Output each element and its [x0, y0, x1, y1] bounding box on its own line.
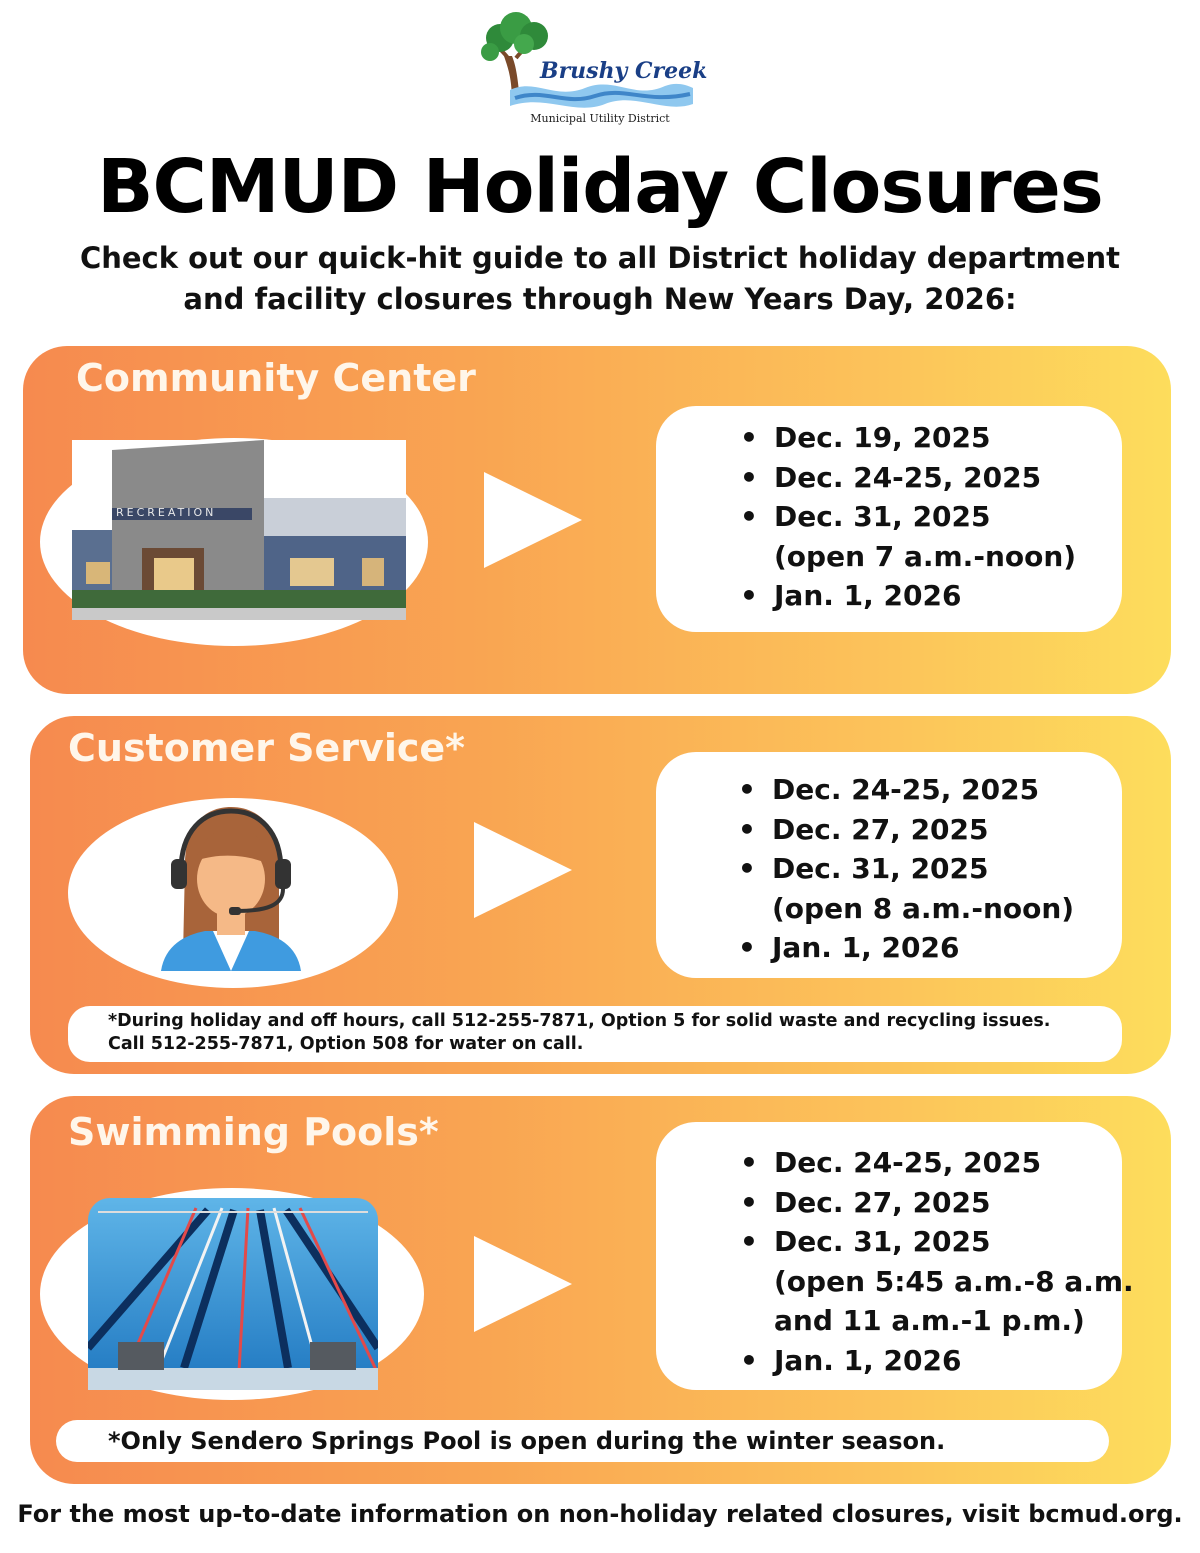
- subtitle-line: Check out our quick-hit guide to all District holiday department: [79, 241, 1121, 275]
- list-item: • Dec. 31, 2025: [740, 1225, 991, 1259]
- list-item: • Jan. 1, 2026: [740, 579, 962, 613]
- list-item: • Dec. 31, 2025: [738, 852, 989, 886]
- list-item: • Dec. 27, 2025: [740, 1185, 991, 1219]
- footnote-line: Call 512-255-7871, Option 508 for water on call.: [108, 1034, 584, 1054]
- section-title: Community Center: [76, 356, 476, 400]
- logo-subtitle: Municipal Utility District: [530, 112, 670, 125]
- section-title: Swimming Pools*: [68, 1110, 439, 1154]
- list-item: • Dec. 19, 2025: [740, 421, 991, 454]
- arrow-icon: [474, 1236, 572, 1332]
- list-item-note: (open 5:45 a.m.-8 a.m.: [774, 1264, 1134, 1298]
- page-subtitle: [60, 238, 1140, 320]
- list-item: • Jan. 1, 2026: [740, 1343, 962, 1377]
- logo-wordmark: Brushy Creek: [540, 58, 708, 84]
- list-item: • Dec. 24-25, 2025: [740, 460, 1042, 494]
- headset-agent-icon: [155, 805, 305, 971]
- subtitle-line: and facility closures through New Years Day, 2026:: [183, 282, 1017, 316]
- list-item: • Dec. 24-25, 2025: [740, 1146, 1042, 1179]
- section-title: Customer Service*: [68, 726, 466, 770]
- footnote-line: *During holiday and off hours, call 512-255-7871, Option 5 for solid waste and recycling issues.: [108, 1011, 1051, 1031]
- arrow-icon: [484, 472, 582, 568]
- page-title: BCMUD Holiday Closures: [97, 144, 1103, 230]
- recreation-building-photo: [72, 440, 406, 620]
- closure-dates-list: [740, 1143, 1134, 1381]
- list-item: • Dec. 24-25, 2025: [738, 773, 1040, 806]
- list-item-note: (open 7 a.m.-noon): [774, 539, 1077, 573]
- list-item: • Dec. 31, 2025: [740, 500, 991, 534]
- list-item: • Jan. 1, 2026: [738, 931, 960, 965]
- customer-service-footnote: [108, 1010, 1050, 1056]
- pool-footnote: *Only Sendero Springs Pool is open during the winter season.: [108, 1427, 946, 1455]
- list-item-note: (open 8 a.m.-noon): [772, 891, 1075, 925]
- pool-lanes-photo: [88, 1198, 378, 1390]
- list-item-note: and 11 a.m.-1 p.m.): [774, 1304, 1085, 1338]
- list-item: • Dec. 27, 2025: [738, 812, 989, 846]
- closure-dates-list: [740, 418, 1076, 616]
- closure-dates-list: [738, 770, 1074, 968]
- footer-note: For the most up-to-date information on non-holiday related closures, visit bcmud.org.: [17, 1500, 1183, 1528]
- arrow-icon: [474, 822, 572, 918]
- building-sign: RECREATION: [116, 506, 217, 519]
